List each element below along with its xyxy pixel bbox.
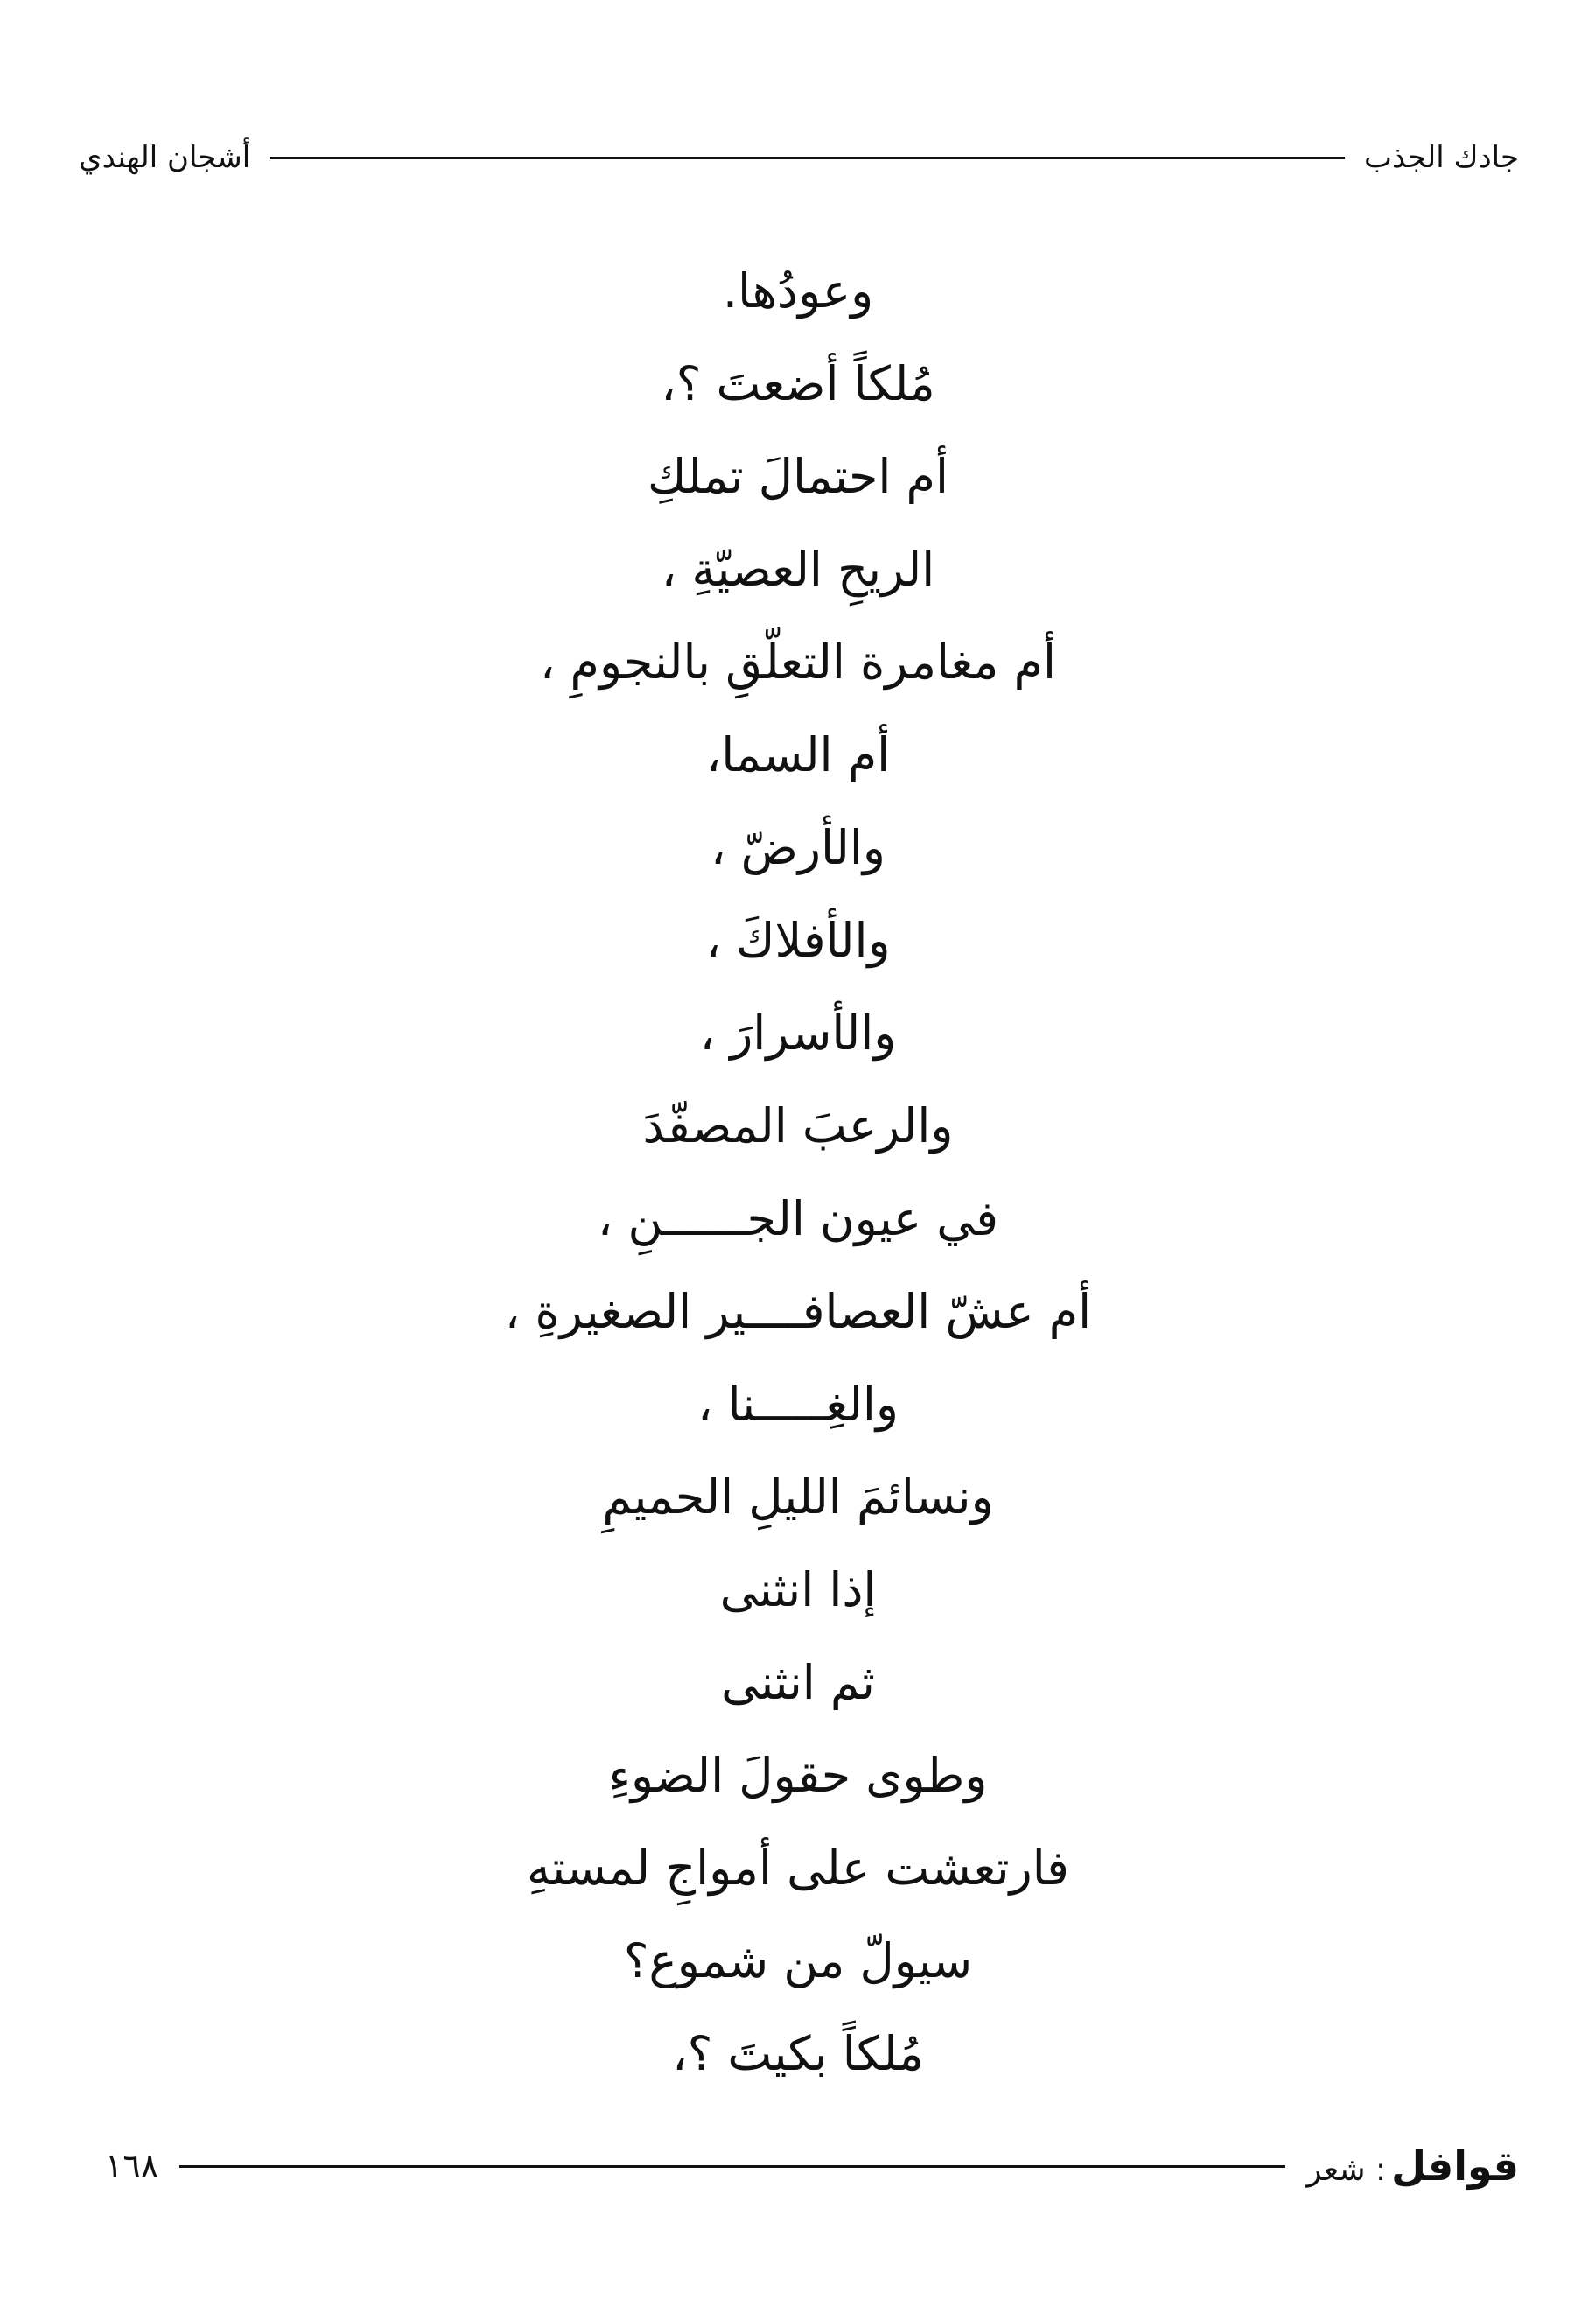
header-left-title: أشجان الهندي — [79, 140, 251, 175]
poem-line: أم السما، — [705, 727, 891, 782]
poem-line: وطوى حقولَ الضوءِ — [608, 1748, 988, 1803]
poem-line: إذا انثنى — [719, 1562, 877, 1617]
poem-line: والغِـــــنا ، — [696, 1377, 900, 1432]
poem-line: سيولّ من شموع؟ — [623, 1933, 973, 1988]
footer-rule — [179, 2165, 1285, 2168]
poem-line: ونسائمَ الليلِ الحميمِ — [602, 1469, 994, 1525]
poem-line: الريحِ العصيّةِ ، — [661, 542, 935, 597]
poem-line: مُلكاً أضعتَ ؟، — [661, 356, 935, 411]
book-name: قوافل — [1391, 2142, 1519, 2190]
page-footer — [105, 2135, 1519, 2197]
page-number: ١٦٨ — [105, 2147, 159, 2185]
poem-line: أم مغامرة التعلّقِ بالنجومِ ، — [539, 635, 1057, 690]
poem-line: فارتعشت على أمواجِ لمستهِ — [527, 1841, 1069, 1896]
page-header — [79, 131, 1519, 184]
poem-body — [0, 245, 1596, 2100]
book-genre: : شعر — [1306, 2152, 1387, 2188]
footer-book-title — [1306, 2142, 1519, 2190]
header-right-title: جادك الجذب — [1364, 140, 1519, 175]
poem-line: والأسرارَ ، — [699, 1006, 897, 1061]
poem-line: أم احتمالَ تملكِ — [648, 449, 948, 504]
poem-line: في عيون الجــــــنِ ، — [597, 1191, 999, 1246]
poem-line: والرعبَ المصفّدَ — [642, 1098, 954, 1154]
poem-line: أم عشّ العصافــــير الصغيرةِ ، — [504, 1284, 1092, 1339]
poem-line: مُلكاً بكيتَ ؟، — [672, 2026, 924, 2081]
poem-line: ثم انثنى — [721, 1655, 875, 1710]
poem-line: وعودُها. — [722, 263, 874, 319]
poem-line: والأرضّ ، — [710, 820, 886, 875]
poem-line: والأفلاكَ ، — [705, 913, 891, 968]
header-rule — [270, 157, 1345, 159]
